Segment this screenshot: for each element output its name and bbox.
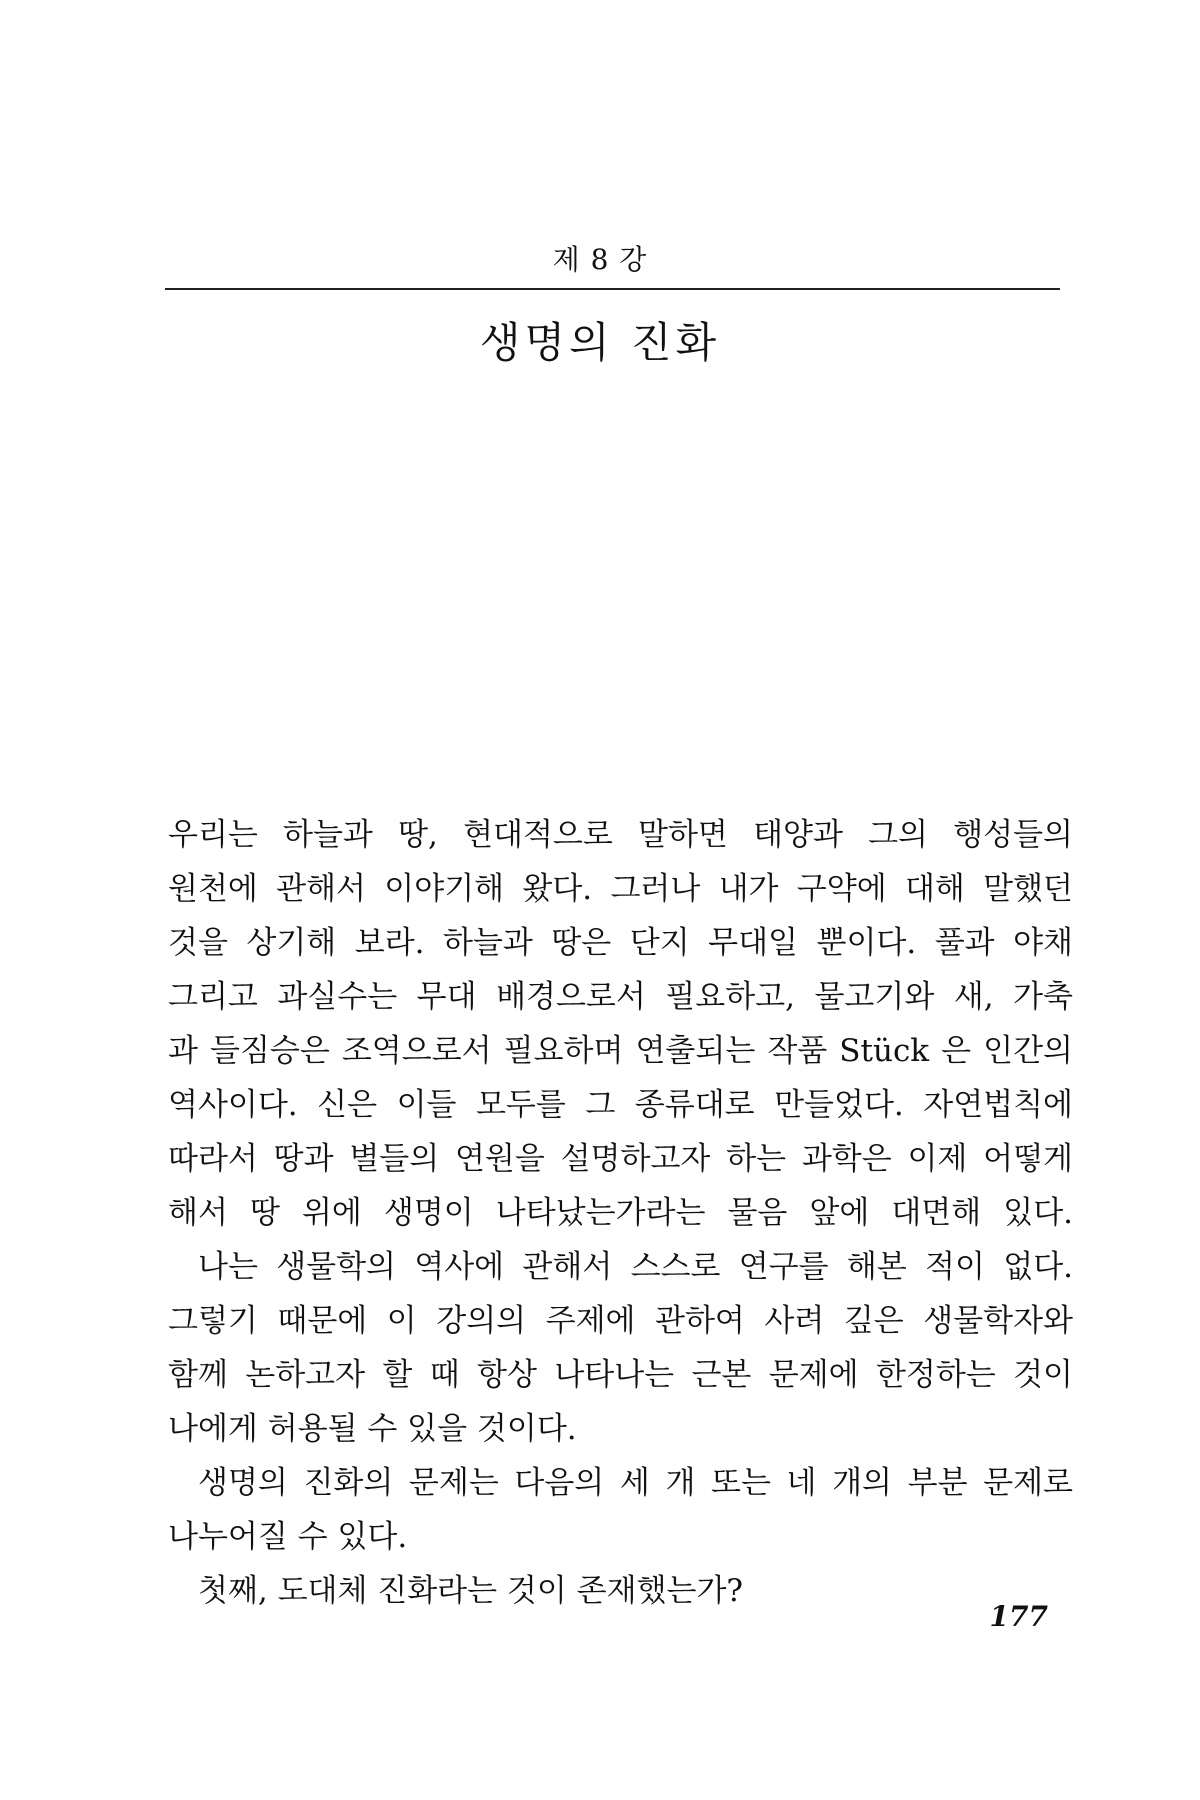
chapter-title: 생명의 진화 xyxy=(479,318,721,367)
text-line: 생명의 진화의 문제는 다음의 세 개 또는 네 개의 부분 문제로 xyxy=(198,1465,1073,1501)
header-rule xyxy=(165,288,1060,290)
text-line: 나는 생물학의 역사에 관해서 스스로 연구를 해본 적이 없다. xyxy=(198,1249,1073,1285)
text-line: 해서 땅 위에 생명이 나타났는가라는 물음 앞에 대면해 있다. xyxy=(168,1195,1073,1231)
text-line: 따라서 땅과 별들의 연원을 설명하고자 하는 과학은 이제 어떻게 xyxy=(168,1141,1073,1177)
page-number: 177 xyxy=(989,1600,1048,1633)
text-line: 역사이다. 신은 이들 모두를 그 종류대로 만들었다. 자연법칙에 xyxy=(168,1087,1073,1123)
text-line: 함께 논하고자 할 때 항상 나타나는 근본 문제에 한정하는 것이 xyxy=(168,1357,1073,1393)
text-line: 우리는 하늘과 땅, 현대적으로 말하면 태양과 그의 행성들의 xyxy=(168,817,1073,853)
text-line: 그렇기 때문에 이 강의의 주제에 관하여 사려 깊은 생물학자와 xyxy=(168,1303,1073,1339)
body-text xyxy=(168,808,1073,1618)
text-line: 과 들짐승은 조역으로서 필요하며 연출되는 작품 Stück 은 인간의 xyxy=(168,1033,1073,1069)
text-line: 것을 상기해 보라. 하늘과 땅은 단지 무대일 뿐이다. 풀과 야채 xyxy=(168,925,1073,961)
chapter-label: 제 8 강 xyxy=(552,243,648,276)
text-line: 그리고 과실수는 무대 배경으로서 필요하고, 물고기와 새, 가축 xyxy=(168,979,1073,1015)
text-line: 첫째, 도대체 진화라는 것이 존재했는가? xyxy=(198,1573,744,1609)
text-line: 나누어질 수 있다. xyxy=(168,1519,408,1555)
text-line: 나에게 허용될 수 있을 것이다. xyxy=(168,1411,577,1447)
text-line: 원천에 관해서 이야기해 왔다. 그러나 내가 구약에 대해 말했던 xyxy=(168,871,1073,907)
